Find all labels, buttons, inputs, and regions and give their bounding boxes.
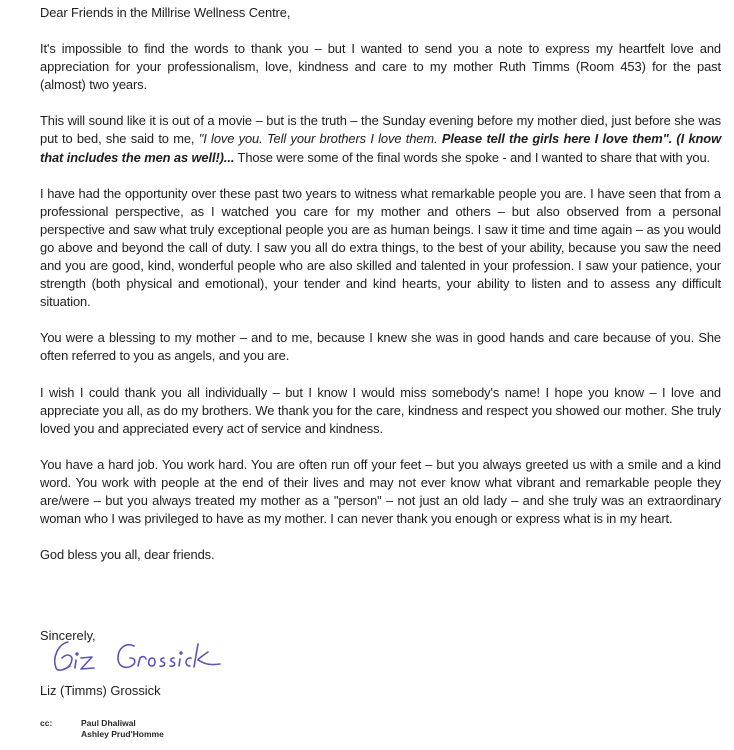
final-words-quote-bold: Please tell the girls here I love them". (I know that includes the men as well!)...: [40, 131, 721, 165]
final-words-outro: Those were some of the final words she spoke - and I wanted to share that with you.: [234, 149, 711, 165]
cc-label: cc:: [40, 718, 53, 728]
paragraph-witness: I have had the opportunity over these past two years to witness what remarkable people you are. I have seen that from a professional perspective, as I watched you care for my mother and others – but also observed from a personal perspective and saw what truly exceptional people you are as human beings. I saw it time and time again – as you would go above and beyond the call of duty. I saw you all do extra things, to the best of your ability, because you saw the need and you are good, kind, wonderful people who are also skilled and talented in your profession. I saw your patience, your strength (both physical and emotional), your tender and kind hearts, your ability to listen and to assess any difficult situation.: [40, 185, 721, 310]
cc-recipients: [81, 718, 164, 740]
signer-name: Liz (Timms) Grossick: [40, 683, 161, 698]
signature-icon: [48, 636, 248, 676]
final-words-quote-italic: "I love you. Tell your brothers I love them.: [198, 131, 442, 147]
paragraph-thank-individually: I wish I could thank you all individually – but I know I would miss somebody's name! I hope you know – I love and appreciate you all, as do my brothers. We thank you for the care, kindness and respect you showed our mother. She truly loved you and appreciated every act of service and kindness.: [40, 384, 721, 436]
paragraph-gratitude: It's impossible to find the words to thank you – but I wanted to send you a note to express my heartfelt love and appreciation for your professionalism, love, kindness and care to my mother Ruth Timms (Room 453) for the past (almost) two years.: [40, 41, 721, 93]
final-words-intro: This will sound like it is out of a movie – but is the truth – the Sunday evening before my mother died, just before she was put to bed, she said to me,: [40, 113, 721, 147]
closing: Sincerely,: [40, 628, 96, 643]
handwritten-signature: [48, 636, 248, 676]
cc-recipient: Ashley Prud'Homme: [81, 729, 164, 739]
salutation: Dear Friends in the Millrise Wellness Centre,: [40, 5, 291, 20]
cc-recipient: Paul Dhaliwal: [81, 718, 136, 728]
paragraph-final-words: [40, 112, 721, 166]
letter-body: [40, 4, 721, 582]
paragraph-blessing: You were a blessing to my mother – and to me, because I knew she was in good hands and care because of you. She often referred to you as angels, and you are.: [40, 330, 721, 364]
paragraph-blessing-close: God bless you all, dear friends.: [40, 547, 215, 563]
paragraph-hard-job: You have a hard job. You work hard. You are often run off your feet – but you always greeted us with a smile and a kind word. You work with people at the end of their lives and may not ever know what vibrant and remarkable people they are/were – but you always treated my mother as a "person" – not just an old lady – and she truly was an extraordinary woman who I was privileged to have as my mother. I can never thank you enough or express what is in my heart.: [40, 456, 721, 527]
